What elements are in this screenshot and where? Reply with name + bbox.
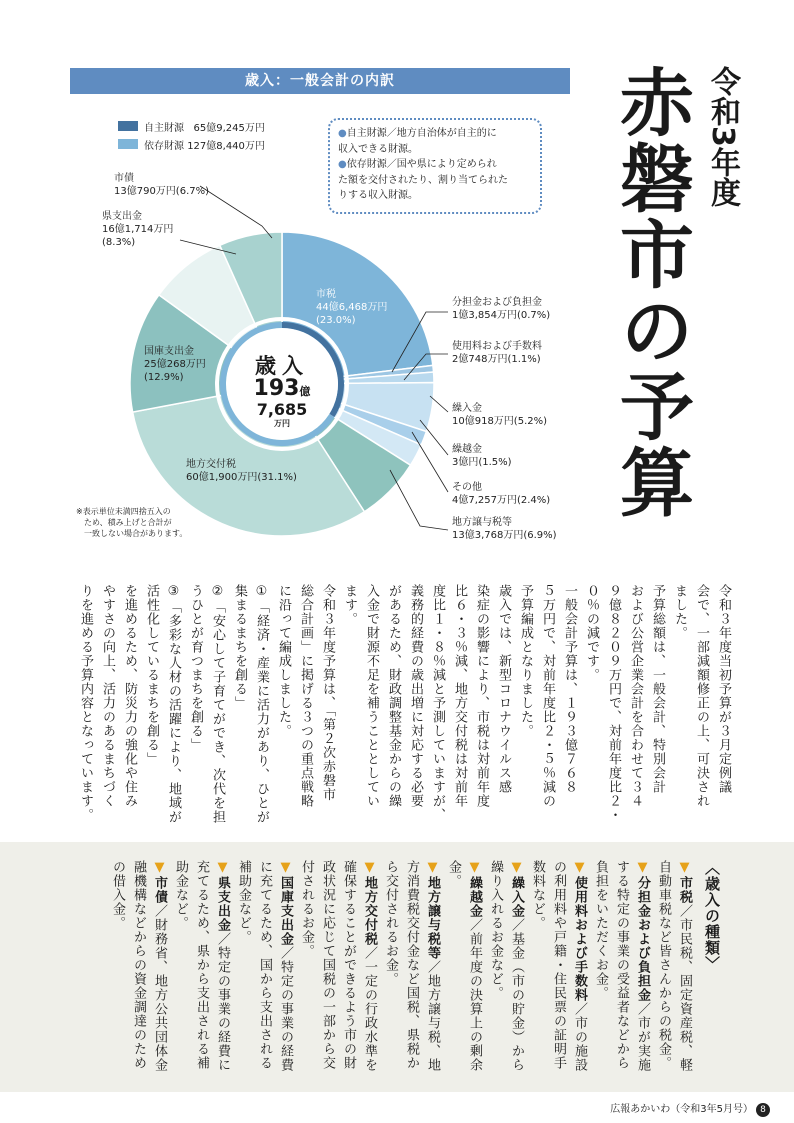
body-line: 比６・３％減、地方交付税は対前年 <box>452 584 467 808</box>
body-line: を進めるため、防災力の強化や住み <box>122 584 137 808</box>
types-item <box>590 860 653 1080</box>
types-term: 市債 <box>152 876 167 904</box>
types-item <box>380 860 443 1080</box>
types-desc: ／特定の事業の経費に充てるため、国から支出される補助金など。 <box>236 860 293 1072</box>
chart-header: 歳入：一般会計の内訳 <box>70 68 570 94</box>
body-line: うひとが育つまちを創る」 <box>188 584 203 752</box>
footer: 広報あかいわ（令和3年5月号） 8 <box>610 1100 770 1117</box>
body-line: 令和３年度予算は、「第２次赤磐市 <box>320 584 335 802</box>
types-term: 繰入金 <box>509 876 524 918</box>
triangle-bullet-icon: ▼ <box>635 860 650 876</box>
rounding-note: ※表示単位未満四捨五入の ため、積み上げと合計が 一致しない場合があります。 <box>76 507 188 538</box>
label-koufu: 地方交付税 60億1,900万円(31.1%) <box>186 459 297 483</box>
center-amount-2: 7,685 <box>256 400 308 419</box>
legend-label-dependent: 依存財源 127億8,440万円 <box>144 141 265 152</box>
types-term: 繰越金 <box>467 876 482 918</box>
body-line: および公営企業会計を合わせて３４ <box>628 584 643 808</box>
body-line: ます。 <box>342 584 357 626</box>
page-number: 8 <box>756 1103 770 1117</box>
types-term: 国庫支出金 <box>278 876 293 946</box>
types-item <box>443 860 485 1080</box>
body-line: に沿って編成しました。 <box>276 584 291 738</box>
body-line: やすさの向上、活力のあるまちづく <box>100 584 115 808</box>
body-line: 度比１・８％減と予測していますが、 <box>430 584 445 822</box>
label-kokko: 国庫支出金 25億268万円 (12.9%) <box>144 346 206 383</box>
types-item <box>233 860 296 1080</box>
types-heading: 〈歳入の種類〉 <box>703 860 721 972</box>
label-shisai: 市債 13億790万円(6.7%) <box>114 173 210 197</box>
center-title: 歳入 <box>255 354 309 378</box>
body-line: ９億８２０９万円で、対前年度比２・ <box>606 584 621 822</box>
types-item <box>485 860 527 1080</box>
label-jouyo: 地方譲与税等 13億3,768万円(6.9%) <box>452 517 557 541</box>
types-term: 県支出金 <box>215 876 230 932</box>
body-line: 総合計画」に掲げる３つの重点戦略 <box>298 584 313 808</box>
label-ken: 県支出金 16億1,714万円 (8.3%) <box>102 211 174 248</box>
title-year: 令和3年度 <box>705 66 740 207</box>
body-line: 染症の影響により、市税は対前年度 <box>474 584 489 808</box>
body-line: ②「安心して子育てができ、次代を担 <box>210 584 225 824</box>
triangle-bullet-icon: ▼ <box>677 860 692 876</box>
body-line: ③「多彩な人材の活躍により、地域が <box>166 584 181 824</box>
page-title: 赤磐市の予算 <box>608 64 694 520</box>
body-line: ①「経済・産業に活力があり、ひとが <box>254 584 269 824</box>
label-buntan: 分担金および負担金 1億3,854万円(0.7%) <box>452 297 551 321</box>
types-term: 使用料および手数料 <box>572 876 587 1002</box>
body-line: 集まるまちを創る」 <box>232 584 247 710</box>
triangle-bullet-icon: ▼ <box>278 860 293 876</box>
types-desc: ／地方譲与税、地方消費税交付金など国税、県税から交付されるお金。 <box>383 860 440 1072</box>
types-desc: ／市が実施する特定の事業の受益者などから負担をいただくお金。 <box>593 860 650 1072</box>
types-desc: ／前年度の決算上の剰余金。 <box>446 860 482 1072</box>
label-shiyou: 使用料および手数料 2億748万円(1.1%) <box>452 341 542 365</box>
types-desc: ／財務省、地方公共団体金融機構などからの資金調達のための借入金。 <box>110 860 167 1072</box>
body-line: 令和３年度当初予算が３月定例議 <box>716 584 731 794</box>
types-term: 市税 <box>677 876 692 904</box>
body-line: 一般会計予算は、１９３億７６８ <box>562 584 577 794</box>
types-item <box>296 860 380 1080</box>
triangle-bullet-icon: ▼ <box>509 860 524 876</box>
triangle-bullet-icon: ▼ <box>362 860 377 876</box>
body-line: 歳入では、新型コロナウイルス感 <box>496 584 511 794</box>
center-amount: 193億 <box>253 376 311 401</box>
label-sonota: その他 4億7,257万円(2.4%) <box>452 482 551 506</box>
leader-line-7 <box>200 186 272 238</box>
types-term: 分担金および負担金 <box>635 876 650 1002</box>
body-text <box>74 584 734 834</box>
types-desc: ／一定の行政水準を確保することができるよう市の財政状況に応じて国税の一部から交付されるお金。 <box>299 860 377 1072</box>
leader-line-4 <box>412 432 448 492</box>
types-desc: ／基金（市の貯金）から繰り入れるお金など。 <box>488 860 524 1072</box>
types-item <box>107 860 170 1080</box>
body-line: りを進める予算内容となっています。 <box>78 584 93 822</box>
types-item <box>653 860 695 1080</box>
body-line: 義務的経費の歳出増に対応する必要 <box>408 584 423 808</box>
definition-box: ●自主財源／地方自治体が自主的に 収入できる財源。 ●依存財源／国や県により定められ た額を交付されたり、割り当てられた りする収入財源。 <box>328 118 542 214</box>
center-unit: 万円 <box>274 419 290 428</box>
triangle-bullet-icon: ▼ <box>215 860 230 876</box>
body-line: ５万円で、対前年度比２・５％減の <box>540 584 555 808</box>
triangle-bullet-icon: ▼ <box>467 860 482 876</box>
body-line: 予算編成となりました。 <box>518 584 533 738</box>
triangle-bullet-icon: ▼ <box>152 860 167 876</box>
types-desc: ／市民税、固定資産税、軽自動車税など皆さんからの税金。 <box>656 860 692 1072</box>
body-line: 入金で財源不足を補うこととしてい <box>364 584 379 808</box>
types-item <box>527 860 590 1080</box>
triangle-bullet-icon: ▼ <box>425 860 440 876</box>
types-term: 地方譲与税等 <box>425 876 440 960</box>
triangle-bullet-icon: ▼ <box>572 860 587 876</box>
types-desc: ／特定の事業の経費に充てるため、県から支出される補助金など。 <box>173 860 230 1072</box>
body-line: があるため、財政調整基金からの繰 <box>386 584 401 808</box>
types-desc: ／市の施設の利用料や戸籍・住民票の証明手数料など。 <box>530 860 587 1072</box>
body-line: ました。 <box>672 584 687 640</box>
body-line: 活性化しているまちを創る」 <box>144 584 159 766</box>
body-line: 予算総額は、一般会計、特別会計 <box>650 584 665 794</box>
label-shizei: 市税 44億6,468万円 (23.0%) <box>316 289 388 326</box>
revenue-types-list <box>107 860 722 1080</box>
types-term: 地方交付税 <box>362 876 377 946</box>
label-kurikoshi: 繰越金 3億円(1.5%) <box>452 444 512 468</box>
body-line: ０％の減です。 <box>584 584 599 682</box>
body-line: 会で、一部減額修正の上、可決され <box>694 584 709 808</box>
label-kuriire: 繰入金 10億918万円(5.2%) <box>452 403 548 427</box>
legend-label-own: 自主財源 65億9,245万円 <box>144 123 265 134</box>
types-item <box>170 860 233 1080</box>
